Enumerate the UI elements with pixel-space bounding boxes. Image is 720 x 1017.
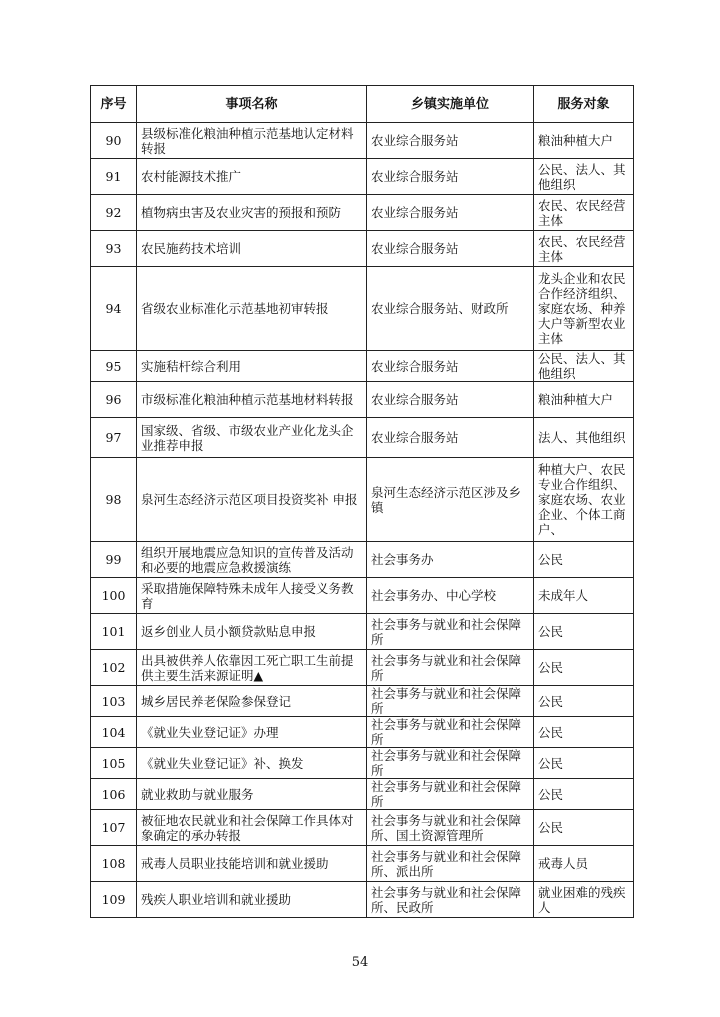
cell-serial-number: 98 <box>91 458 137 542</box>
table-row <box>91 231 634 267</box>
cell-serial-number: 97 <box>91 418 137 458</box>
cell-service-target: 公民 <box>534 810 634 846</box>
cell-service-target: 粮油种植大户 <box>534 382 634 418</box>
table-row <box>91 882 634 918</box>
cell-item-name: 就业救助与就业服务 <box>137 779 367 810</box>
table-row <box>91 267 634 351</box>
cell-serial-number: 103 <box>91 686 137 717</box>
cell-service-target: 粮油种植大户 <box>534 123 634 159</box>
table-header-row <box>91 86 634 123</box>
table-row <box>91 717 634 748</box>
cell-item-name: 《就业失业登记证》办理 <box>137 717 367 748</box>
cell-service-target: 公民、法人、其他组织 <box>534 351 634 382</box>
cell-item-name: 农村能源技术推广 <box>137 159 367 195</box>
table-row <box>91 195 634 231</box>
cell-item-name: 组织开展地震应急知识的宣传普及活动和必要的地震应急救援演练 <box>137 542 367 578</box>
cell-item-name: 市级标准化粮油种植示范基地材料转报 <box>137 382 367 418</box>
table-row <box>91 614 634 650</box>
table-body <box>91 123 634 918</box>
cell-implementing-unit: 社会事务与就业和社会保障所、民政所 <box>367 882 534 918</box>
cell-implementing-unit: 农业综合服务站 <box>367 231 534 267</box>
cell-serial-number: 94 <box>91 267 137 351</box>
header-service-target: 服务对象 <box>534 86 634 123</box>
table-row <box>91 418 634 458</box>
table-row <box>91 382 634 418</box>
cell-implementing-unit: 社会事务与就业和社会保障所 <box>367 686 534 717</box>
cell-serial-number: 106 <box>91 779 137 810</box>
cell-item-name: 植物病虫害及农业灾害的预报和预防 <box>137 195 367 231</box>
cell-item-name: 《就业失业登记证》补、换发 <box>137 748 367 779</box>
cell-service-target: 农民、农民经营主体 <box>534 231 634 267</box>
cell-item-name: 农民施药技术培训 <box>137 231 367 267</box>
cell-implementing-unit: 社会事务办 <box>367 542 534 578</box>
cell-serial-number: 93 <box>91 231 137 267</box>
cell-serial-number: 95 <box>91 351 137 382</box>
cell-service-target: 未成年人 <box>534 578 634 614</box>
cell-implementing-unit: 社会事务与就业和社会保障所 <box>367 614 534 650</box>
cell-item-name: 残疾人职业培训和就业援助 <box>137 882 367 918</box>
cell-service-target: 种植大户、农民专业合作组织、家庭农场、农业企业、个体工商户、 <box>534 458 634 542</box>
cell-service-target: 公民 <box>534 748 634 779</box>
page-number: 54 <box>351 955 369 970</box>
cell-serial-number: 100 <box>91 578 137 614</box>
table-row <box>91 123 634 159</box>
cell-implementing-unit: 农业综合服务站 <box>367 382 534 418</box>
cell-implementing-unit: 社会事务与就业和社会保障所 <box>367 779 534 810</box>
cell-item-name: 戒毒人员职业技能培训和就业援助 <box>137 846 367 882</box>
cell-implementing-unit: 社会事务与就业和社会保障所 <box>367 748 534 779</box>
header-implementing-unit: 乡镇实施单位 <box>367 86 534 123</box>
cell-item-name: 省级农业标准化示范基地初审转报 <box>137 267 367 351</box>
cell-serial-number: 101 <box>91 614 137 650</box>
cell-item-name: 实施秸杆综合利用 <box>137 351 367 382</box>
cell-serial-number: 108 <box>91 846 137 882</box>
cell-implementing-unit: 社会事务与就业和社会保障所、派出所 <box>367 846 534 882</box>
cell-serial-number: 96 <box>91 382 137 418</box>
cell-item-name: 国家级、省级、市级农业产业化龙头企业推荐申报 <box>137 418 367 458</box>
cell-implementing-unit: 泉河生态经济示范区涉及乡镇 <box>367 458 534 542</box>
cell-implementing-unit: 社会事务办、中心学校 <box>367 578 534 614</box>
table-row <box>91 159 634 195</box>
table-row <box>91 748 634 779</box>
cell-service-target: 公民 <box>534 542 634 578</box>
cell-implementing-unit: 农业综合服务站 <box>367 195 534 231</box>
cell-implementing-unit: 农业综合服务站 <box>367 351 534 382</box>
cell-serial-number: 109 <box>91 882 137 918</box>
table-row <box>91 779 634 810</box>
cell-service-target: 就业困难的残疾人 <box>534 882 634 918</box>
cell-implementing-unit: 农业综合服务站 <box>367 418 534 458</box>
cell-serial-number: 107 <box>91 810 137 846</box>
table-row <box>91 650 634 686</box>
cell-serial-number: 90 <box>91 123 137 159</box>
cell-service-target: 公民、法人、其他组织 <box>534 159 634 195</box>
cell-item-name: 泉河生态经济示范区项目投资奖补 申报 <box>137 458 367 542</box>
table-row <box>91 686 634 717</box>
cell-service-target: 公民 <box>534 686 634 717</box>
cell-serial-number: 104 <box>91 717 137 748</box>
cell-implementing-unit: 社会事务与就业和社会保障所 <box>367 717 534 748</box>
cell-serial-number: 92 <box>91 195 137 231</box>
cell-item-name: 被征地农民就业和社会保障工作具体对象确定的承办转报 <box>137 810 367 846</box>
cell-service-target: 公民 <box>534 717 634 748</box>
cell-item-name: 县级标准化粮油种植示范基地认定材料转报 <box>137 123 367 159</box>
cell-item-name: 返乡创业人员小额贷款贴息申报 <box>137 614 367 650</box>
table-row <box>91 458 634 542</box>
cell-item-name: 采取措施保障特殊未成年人接受义务教育 <box>137 578 367 614</box>
service-items-table <box>90 85 634 918</box>
cell-service-target: 龙头企业和农民合作经济组织、家庭农场、种养大户等新型农业主体 <box>534 267 634 351</box>
cell-implementing-unit: 社会事务与就业和社会保障所 <box>367 650 534 686</box>
cell-item-name: 出具被供养人依靠因工死亡职工生前提供主要生活来源证明▲ <box>137 650 367 686</box>
cell-serial-number: 99 <box>91 542 137 578</box>
cell-implementing-unit: 农业综合服务站 <box>367 123 534 159</box>
cell-service-target: 戒毒人员 <box>534 846 634 882</box>
header-serial-number: 序号 <box>91 86 137 123</box>
cell-implementing-unit: 社会事务与就业和社会保障所、国土资源管理所 <box>367 810 534 846</box>
cell-service-target: 农民、农民经营主体 <box>534 195 634 231</box>
cell-service-target: 公民 <box>534 779 634 810</box>
cell-implementing-unit: 农业综合服务站 <box>367 159 534 195</box>
cell-service-target: 公民 <box>534 650 634 686</box>
table-row <box>91 810 634 846</box>
table-row <box>91 846 634 882</box>
cell-serial-number: 102 <box>91 650 137 686</box>
cell-item-name: 城乡居民养老保险参保登记 <box>137 686 367 717</box>
table-row <box>91 542 634 578</box>
cell-serial-number: 91 <box>91 159 137 195</box>
table-row <box>91 351 634 382</box>
cell-service-target: 公民 <box>534 614 634 650</box>
cell-service-target: 法人、其他组织 <box>534 418 634 458</box>
header-item-name: 事项名称 <box>137 86 367 123</box>
cell-serial-number: 105 <box>91 748 137 779</box>
cell-implementing-unit: 农业综合服务站、财政所 <box>367 267 534 351</box>
table-row <box>91 578 634 614</box>
